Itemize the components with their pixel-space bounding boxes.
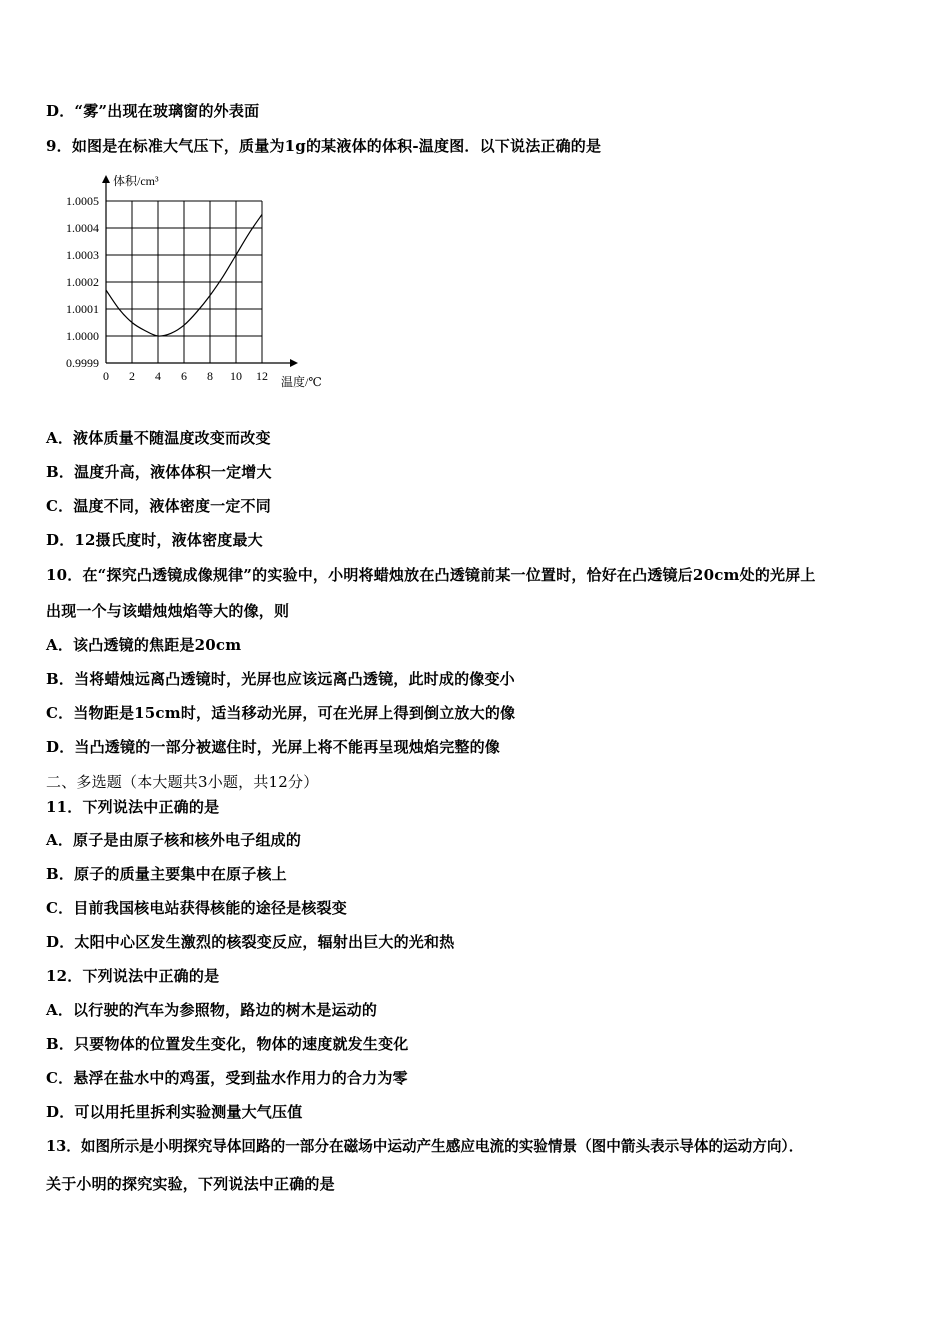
q9-option-b: B．温度升高，液体体积一定增大 (46, 463, 272, 481)
x-tick-label: 6 (181, 369, 187, 383)
x-axis-label: 温度/℃ (281, 375, 322, 389)
q11-option-d: D．太阳中心区发生激烈的核裂变反应，辐射出巨大的光和热 (46, 933, 455, 951)
q11-option-a: A．原子是由原子核和核外电子组成的 (46, 831, 302, 849)
y-tick-label: 1.0001 (66, 302, 99, 316)
q13-stem-line2: 关于小明的探究实验，下列说法中正确的是 (46, 1175, 335, 1193)
q10-stem-line1: 10．在“探究凸透镜成像规律”的实验中，小明将蜡烛放在凸透镜前某一位置时，恰好在凸透镜后20cm处的光屏上 (46, 566, 816, 584)
q9-option-a: A．液体质量不随温度改变而改变 (46, 429, 271, 447)
q10-option-c: C．当物距是15cm时，适当移动光屏，可在光屏上得到倒立放大的像 (46, 704, 516, 722)
x-tick-labels (103, 369, 268, 383)
chart-axes (106, 177, 296, 363)
x-tick-label: 2 (129, 369, 135, 383)
y-tick-label: 1.0002 (66, 275, 99, 289)
q12-option-b: B．只要物体的位置发生变化，物体的速度就发生变化 (46, 1035, 409, 1053)
y-tick-label: 1.0005 (66, 194, 99, 208)
y-tick-label: 1.0004 (66, 221, 99, 235)
x-tick-label: 10 (230, 369, 242, 383)
q10-option-a: A．该凸透镜的焦距是20cm (46, 636, 242, 654)
y-tick-label: 0.9999 (66, 356, 99, 370)
chart-grid (106, 201, 262, 363)
q10-option-b: B．当将蜡烛远离凸透镜时，光屏也应该远离凸透镜，此时成的像变小 (46, 670, 515, 688)
q9-option-c: C．温度不同，液体密度一定不同 (46, 497, 271, 515)
x-tick-label: 8 (207, 369, 213, 383)
y-tick-labels (66, 194, 99, 370)
q11-option-c: C．目前我国核电站获得核能的途径是核裂变 (46, 899, 347, 917)
q12-option-c: C．悬浮在盐水中的鸡蛋，受到盐水作用力的合力为零 (46, 1069, 408, 1087)
y-tick-label: 1.0003 (66, 248, 99, 262)
q8-option-d: D．“雾”出现在玻璃窗的外表面 (46, 102, 260, 120)
q12-stem: 12．下列说法中正确的是 (46, 967, 220, 985)
q11-option-b: B．原子的质量主要集中在原子核上 (46, 865, 287, 883)
volume-temperature-chart (40, 168, 340, 393)
q10-stem-line2: 出现一个与该蜡烛烛焰等大的像，则 (46, 602, 290, 620)
q11-stem: 11．下列说法中正确的是 (46, 798, 220, 816)
x-tick-label: 0 (103, 369, 109, 383)
section-heading: 二、多选题（本大题共3小题，共12分） (46, 773, 319, 791)
q10-option-d: D．当凸透镜的一部分被遮住时，光屏上将不能再呈现烛焰完整的像 (46, 738, 501, 756)
q13-stem-line1: 13．如图所示是小明探究导体回路的一部分在磁场中运动产生感应电流的实验情景（图中箭头表示导体的运动方向）． (46, 1138, 804, 1155)
y-tick-label: 1.0000 (66, 329, 99, 343)
x-tick-label: 4 (155, 369, 161, 383)
q12-option-d: D．可以用托里拆利实验测量大气压值 (46, 1103, 303, 1121)
x-tick-label: 12 (256, 369, 268, 383)
q9-option-d: D．12摄氏度时，液体密度最大 (46, 531, 263, 549)
q9-stem: 9．如图是在标准大气压下，质量为1g的某液体的体积-温度图．以下说法正确的是 (46, 137, 602, 155)
y-axis-label: 体积/cm³ (113, 174, 159, 188)
q12-option-a: A．以行驶的汽车为参照物，路边的树木是运动的 (46, 1001, 378, 1019)
